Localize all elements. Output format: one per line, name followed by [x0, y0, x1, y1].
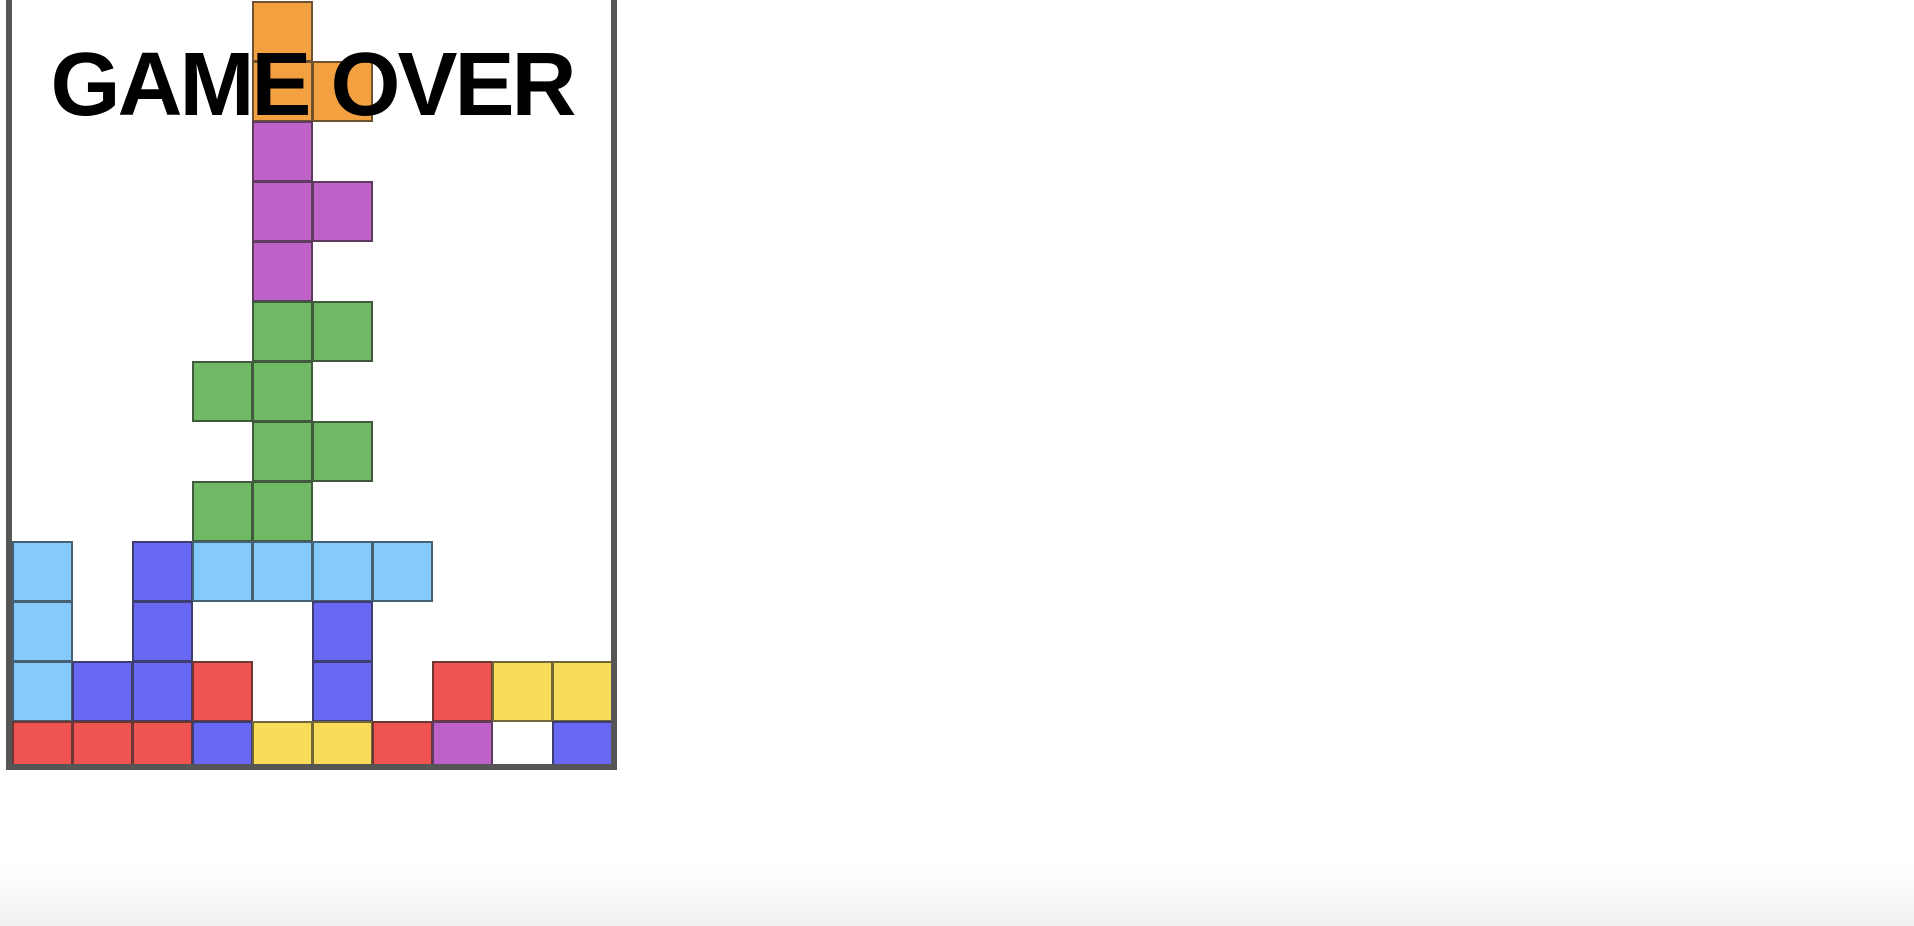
- board-cell: [252, 121, 313, 182]
- board-cell: [372, 541, 433, 602]
- board-cell: [312, 541, 373, 602]
- board-cell: [312, 181, 373, 242]
- board-cell: [372, 721, 433, 770]
- board-cell: [12, 541, 73, 602]
- board-cell: [252, 241, 313, 302]
- board-cell: [552, 661, 613, 722]
- board-cell: [252, 421, 313, 482]
- board-cell: [192, 481, 253, 542]
- board-cell: [252, 361, 313, 422]
- board-cell: [312, 661, 373, 722]
- board-cell: [132, 721, 193, 770]
- game-over-message: GAME OVER: [50, 35, 574, 135]
- board-cell: [492, 661, 553, 722]
- board-cell: [312, 721, 373, 770]
- board-cell: [12, 721, 73, 770]
- board-cell: [12, 661, 73, 722]
- board-cell: [192, 721, 253, 770]
- board-cell: [432, 661, 493, 722]
- board-cell: [252, 481, 313, 542]
- board-cell: [132, 661, 193, 722]
- board-cell: [312, 61, 373, 122]
- board-cell: [192, 661, 253, 722]
- tetris-board[interactable]: [6, 0, 617, 770]
- board-cell: [12, 601, 73, 662]
- board-cell: [312, 421, 373, 482]
- window-bottom-shade: [0, 866, 1914, 926]
- board-cell: [252, 721, 313, 770]
- board-cell: [252, 301, 313, 362]
- board-cell: [192, 541, 253, 602]
- board-cell: [72, 721, 133, 770]
- board-cell: [312, 601, 373, 662]
- board-cell: [72, 661, 133, 722]
- board-cell: [252, 181, 313, 242]
- board-cell: [132, 541, 193, 602]
- board-cell: [552, 721, 613, 770]
- board-cell: [192, 361, 253, 422]
- board-cell: [252, 61, 313, 122]
- board-cell: [312, 301, 373, 362]
- board-cell: [132, 601, 193, 662]
- board-cell: [252, 1, 313, 62]
- board-cell: [252, 541, 313, 602]
- board-cell: [432, 721, 493, 770]
